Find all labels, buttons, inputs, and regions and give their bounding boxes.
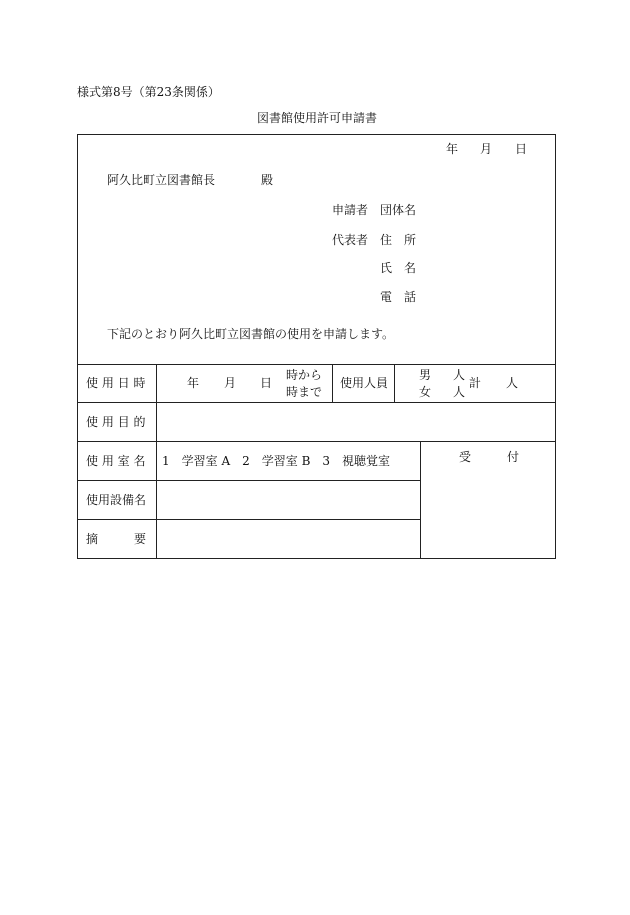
users-column-line [394,364,395,402]
usage-day: 日 [260,376,273,390]
male-label: 男 [419,368,432,382]
usage-purpose-label: 使 用 目 的 [86,415,146,429]
applicant-label: 申請者 [332,203,369,217]
representative-label: 代表者 [332,233,369,247]
date-month-label: 月 [480,142,493,156]
label-column-line [156,364,157,559]
name-label: 氏 名 [380,261,417,275]
document-title: 図書館使用許可申請書 [257,111,378,125]
application-statement: 下記のとおり阿久比町立図書館の使用を申請します。 [107,327,395,341]
address-label: 住 所 [380,233,417,247]
row-line-2 [77,441,556,442]
total-count-unit: 人 [506,376,519,390]
female-count-unit: 人 [453,385,466,399]
organization-label: 団体名 [380,203,417,217]
usage-year: 年 [187,376,200,390]
reception-label: 受 付 [459,450,520,464]
reception-column-line [420,441,421,559]
room-label: 使 用 室 名 [86,454,146,468]
phone-label: 電 話 [380,290,417,304]
summary-label: 摘 要 [86,532,147,546]
addressee: 阿久比町立図書館長 [107,173,216,187]
room-options: 1 学習室 A 2 学習室 B 3 視聴覚室 [162,454,391,468]
row-line-3 [77,480,420,481]
time-column-line [332,364,333,402]
form-number: 様式第8号（第23条関係） [77,85,220,99]
male-count-unit: 人 [453,368,466,382]
form-frame [77,134,556,559]
time-from: 時から [286,368,323,382]
users-label: 使用人員 [340,376,389,390]
row-line-1 [77,402,556,403]
date-year-label: 年 [446,142,459,156]
row-line-4 [77,519,420,520]
usage-date-label: 使 用 日 時 [86,376,146,390]
usage-month: 月 [224,376,237,390]
table-top-line [77,364,556,365]
date-day-label: 日 [515,142,528,156]
total-label: 計 [469,376,482,390]
female-label: 女 [419,385,432,399]
equipment-label: 使用設備名 [86,493,147,507]
time-to: 時まで [286,385,323,399]
honorific: 殿 [261,173,274,187]
